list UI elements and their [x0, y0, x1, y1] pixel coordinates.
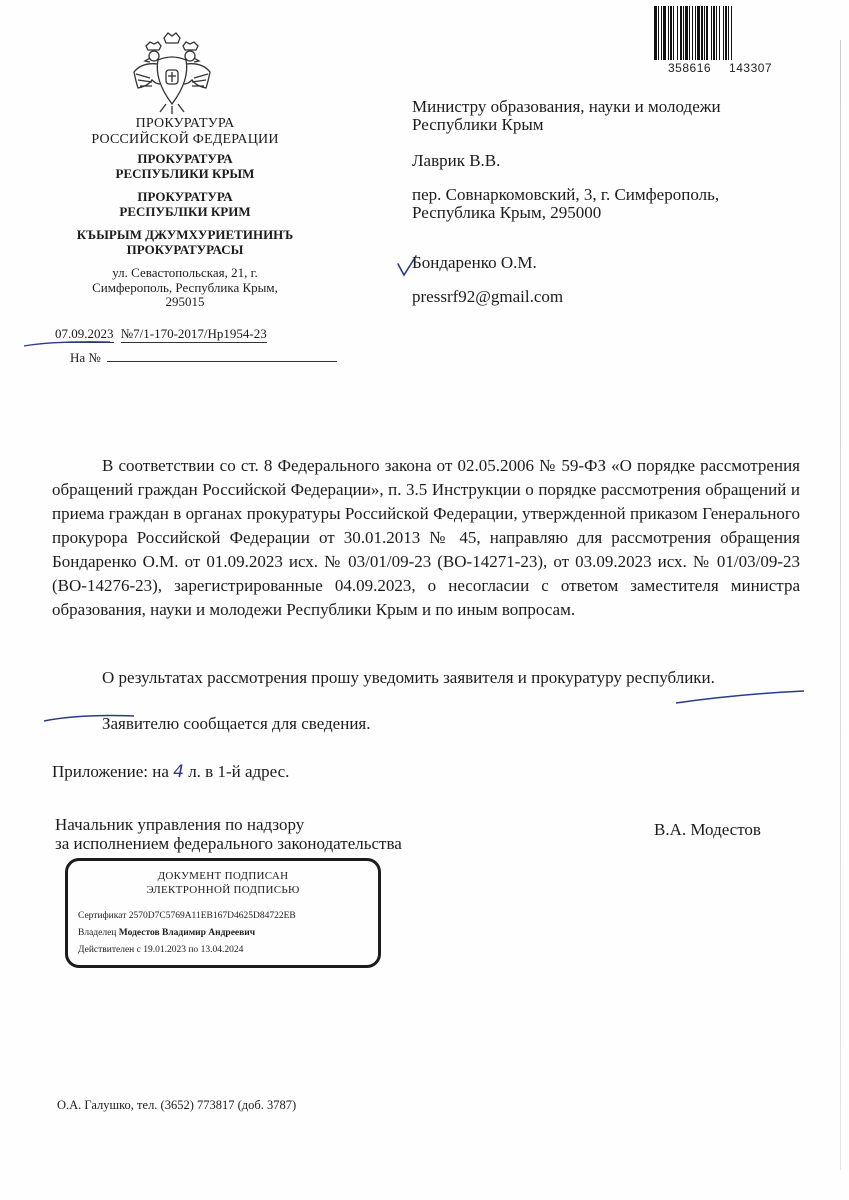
copy-recipient: Бондаренко О.М.: [412, 253, 537, 272]
sender-address-line2: Симферополь, Республика Крым,: [92, 279, 278, 295]
sender-address-line3: 295015: [165, 294, 205, 310]
sender-org: [40, 116, 330, 147]
executor-contact: О.А. Галушко, тел. (3652) 773817 (доб. 3787): [57, 1098, 297, 1112]
body-paragraph-2-text: О результатах рассмотрения прошу уведомить заявителя и прокуратуру республики.: [102, 668, 715, 687]
barcode-number-left: 358616: [668, 61, 712, 75]
sender-name-ru-line1: ПРОКУРАТУРА: [137, 151, 233, 166]
valid-label: Действителен: [78, 945, 135, 955]
ink-underline-mark: [22, 340, 112, 348]
e-signature-validity: [78, 945, 243, 955]
attachment-count-handwritten: 4: [173, 762, 184, 782]
barcode-bar: [732, 6, 733, 60]
sender-name-ct-line1: КЪЫРЫМ ДЖУМХУРИЕТИНИНЪ: [76, 227, 294, 242]
valid-to-label: по: [188, 945, 199, 955]
addressee-title-line1: Министру образования, науки и молодежи: [412, 97, 721, 116]
owner-value: Модестов Владимир Андреевич: [118, 928, 256, 938]
body-paragraph-1: [52, 454, 800, 622]
sender-name-ua-line2: РЕСПУБЛІКИ КРИМ: [119, 203, 251, 219]
addressee-title: [412, 98, 721, 135]
signer-name: В.А. Модестов: [654, 820, 761, 839]
sender-address-line1: ул. Севастопольская, 21, г.: [112, 265, 258, 280]
addressee-address-line2: Республика Крым, 295000: [412, 203, 602, 223]
registration-date: 07.09.2023: [55, 326, 114, 341]
attachment-prefix: Приложение: на: [52, 762, 169, 781]
e-signature-title-line2: ЭЛЕКТРОННОЙ ПОДПИСЬЮ: [146, 884, 300, 897]
attachment-line: [52, 760, 800, 784]
barcode-number-right: 143307: [729, 61, 773, 75]
addressee-address: [412, 186, 719, 223]
valid-from-label: с: [136, 945, 141, 955]
sender-address: [40, 266, 330, 310]
e-signature-title-line1: ДОКУМЕНТ ПОДПИСАН: [157, 870, 289, 882]
body-paragraph-1-text: В соответствии со ст. 8 Федерального закона от 02.05.2006 № 59-ФЗ «О порядке рассмотрения обращений граждан Российской Федерации», п. 3.5 Инструкции о порядке рассмотрения обращений и приема граждан в органах прокуратуры Российской Федерации, утвержденной приказом Генерального прокурора Российской Федерации от 30.01.2013 № 45, направляю для рассмотрения обращения Бондаренко О.М. от 01.09.2023 исх. № 03/01/09-23 (ВО-14271-23), от 03.09.2023 исх. № 01/03/09-23 (ВО-14276-23), зарегистрированные 04.09.2023, о несогласии с ответом заместителя министра образования, науки и молодежи Республики Крым и по иным вопросам.: [52, 456, 800, 619]
sender-name-ct: [40, 228, 330, 257]
e-signature-stamp: [65, 858, 381, 968]
signer-position: [55, 816, 402, 853]
addressee-address-line1: пер. Совнаркомовский, 3, г. Симферополь,: [412, 185, 720, 204]
registration-number: №7/1-170-2017/Нр1954-23: [120, 326, 267, 341]
body-paragraph-3: [52, 712, 800, 736]
addressee-title-line2: Республики Крым: [412, 115, 544, 135]
double-headed-eagle-emblem: [130, 30, 214, 116]
sender-name-ru-line2: РЕСПУБЛИКИ КРЫМ: [115, 165, 255, 181]
sender-name-ru: [40, 152, 330, 181]
e-signature-certificate: [78, 911, 296, 921]
barcode-numbers: [668, 61, 772, 75]
e-signature-title: [68, 869, 378, 898]
sender-name-ua: [40, 190, 330, 219]
valid-to: 13.04.2024: [200, 945, 244, 955]
signer-position-line2: за исполнением федерального законодательства: [55, 833, 402, 853]
sender-org-line1: ПРОКУРАТУРА: [135, 116, 235, 131]
valid-from: 19.01.2023: [143, 945, 186, 955]
reference-blank: [107, 350, 337, 362]
sender-name-ct-line2: ПРОКУРАТУРАСЫ: [126, 241, 244, 257]
addressee-name: Лаврик В.В.: [412, 151, 501, 170]
signer-position-line1: Начальник управления по надзору: [55, 815, 305, 834]
certificate-label: Сертификат: [78, 911, 127, 921]
sender-org-line2: РОССИЙСКОЙ ФЕДЕРАЦИИ: [91, 131, 279, 147]
sender-name-ua-line1: ПРОКУРАТУРА: [137, 189, 233, 204]
reference-line: [70, 350, 337, 366]
copy-recipient-email: pressrf92@gmail.com: [412, 287, 564, 306]
owner-label: Владелец: [78, 928, 117, 938]
body-paragraph-3-text: Заявителю сообщается для сведения.: [102, 714, 371, 733]
certificate-value: 2570D7C5769A11EB167D4625D84722EB: [128, 911, 296, 921]
attachment-suffix: л. в 1-й адрес.: [188, 762, 290, 781]
reference-label: На №: [70, 350, 101, 365]
e-signature-owner: [78, 928, 255, 938]
barcode: [654, 6, 806, 60]
